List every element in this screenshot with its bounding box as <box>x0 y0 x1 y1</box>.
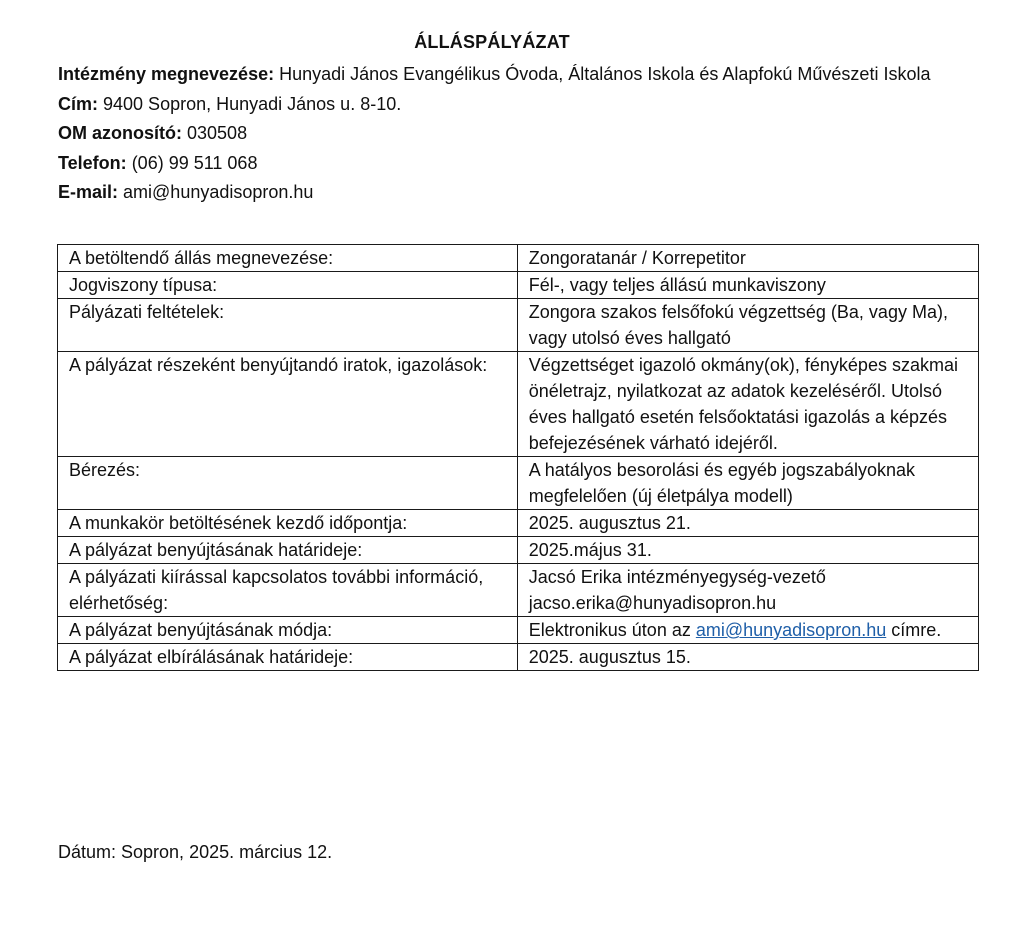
row-label: A munkakör betöltésének kezdő időpontja: <box>58 510 518 537</box>
row-value: 2025. augusztus 15. <box>517 644 978 671</box>
submission-email-link[interactable]: ami@hunyadisopron.hu <box>695 620 887 640</box>
table-row <box>58 299 979 352</box>
institution-address-label: Cím: <box>58 93 98 114</box>
institution-om-value: 030508 <box>187 123 248 143</box>
institution-email-row <box>58 178 988 208</box>
row-label: A pályázat részeként benyújtandó iratok, igazolások: <box>58 352 518 457</box>
row-label: Bérezés: <box>58 457 518 510</box>
institution-om-label: OM azonosító: <box>58 123 182 143</box>
submission-method-prefix: Elektronikus úton az <box>528 620 696 640</box>
job-details-table <box>57 244 979 671</box>
row-value: Zongoratanár / Korrepetitor <box>517 245 978 272</box>
institution-phone-label: Telefon: <box>58 152 127 173</box>
row-value: Jacsó Erika intézményegység-vezető jacso.erika@hunyadisopron.hu <box>517 564 978 617</box>
table-row <box>58 510 979 537</box>
institution-address-row <box>58 90 988 120</box>
footer-date: Dátum: Sopron, 2025. március 12. <box>58 842 333 862</box>
institution-phone-row <box>58 149 988 179</box>
table-row <box>58 564 979 617</box>
row-label: Jogviszony típusa: <box>58 272 518 299</box>
table-row <box>58 617 979 644</box>
institution-name-row <box>58 60 988 90</box>
table-row <box>58 457 979 510</box>
document-title: ÁLLÁSPÁLYÁZAT <box>414 32 570 52</box>
row-label: A pályázati kiírással kapcsolatos további információ, elérhetőség: <box>58 564 518 617</box>
institution-email-label: E-mail: <box>58 182 119 202</box>
institution-name-value: Hunyadi János Evangélikus Óvoda, Általános Iskola és Alapfokú Művészeti Iskola <box>279 64 931 84</box>
row-value: Fél-, vagy teljes állású munkaviszony <box>517 272 978 299</box>
institution-phone-value: (06) 99 511 068 <box>131 152 258 173</box>
table-row <box>58 537 979 564</box>
row-value: A hatályos besorolási és egyéb jogszabályoknak megfelelően (új életpálya modell) <box>517 457 978 510</box>
row-value: Zongora szakos felsőfokú végzettség (Ba, vagy Ma), vagy utolsó éves hallgató <box>517 299 978 352</box>
row-label: Pályázati feltételek: <box>58 299 518 352</box>
table-row <box>58 644 979 671</box>
submission-method-suffix: címre. <box>886 620 942 640</box>
row-value: Végzettséget igazoló okmány(ok), fényképes szakmai önéletrajz, nyilatkozat az adatok kezeléséről. Utolsó éves hallgató esetén felsőoktatási igazolás a képzés befejezésének várható idejéről. <box>517 352 978 457</box>
row-value <box>517 617 978 644</box>
row-label: A pályázat benyújtásának határideje: <box>58 537 518 564</box>
row-label: A pályázat benyújtásának módja: <box>58 617 518 644</box>
institution-om-row <box>58 119 988 149</box>
row-label: A betöltendő állás megnevezése: <box>58 245 518 272</box>
institution-email-value: ami@hunyadisopron.hu <box>123 182 314 202</box>
table-row <box>58 352 979 457</box>
table-row <box>58 272 979 299</box>
row-value: 2025.május 31. <box>517 537 978 564</box>
institution-address-value: 9400 Sopron, Hunyadi János u. 8-10. <box>103 93 402 114</box>
row-value: 2025. augusztus 21. <box>517 510 978 537</box>
institution-name-label: Intézmény megnevezése: <box>58 64 275 84</box>
table-row <box>58 245 979 272</box>
row-label: A pályázat elbírálásának határideje: <box>58 644 518 671</box>
institution-info <box>58 60 988 208</box>
